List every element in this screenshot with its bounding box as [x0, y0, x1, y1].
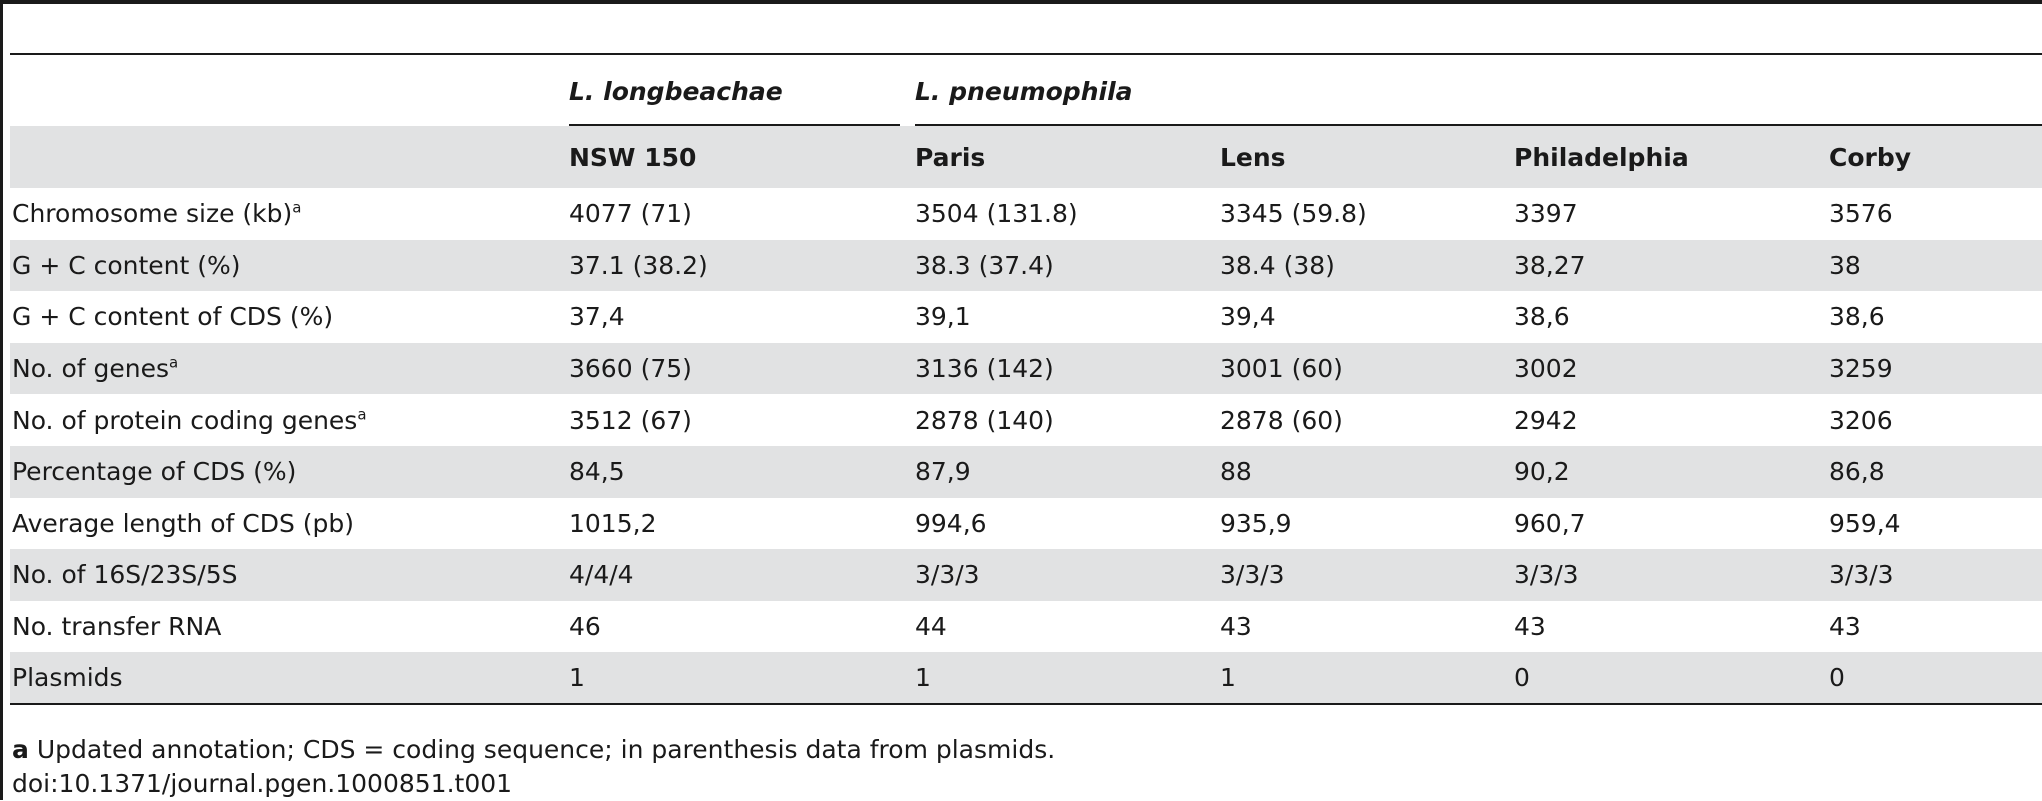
table-cell: 38 — [1829, 250, 1861, 280]
footnote-ref: a — [292, 198, 302, 217]
table-body — [10, 188, 2042, 704]
row-label-text: No. transfer RNA — [12, 612, 222, 642]
row-label — [10, 343, 558, 395]
table-cell: 2878 (140) — [915, 405, 1054, 435]
table-cell: 88 — [1220, 457, 1252, 487]
table-cell: 3/3/3 — [915, 560, 980, 590]
row-label — [10, 188, 558, 240]
species-header-longbeachae: L. longbeachae — [558, 54, 904, 126]
footnote-ref: a — [357, 405, 367, 424]
table-row — [10, 652, 2042, 704]
row-label-text: Percentage of CDS (%) — [12, 457, 297, 487]
table-cell: 4/4/4 — [569, 560, 634, 590]
strain-header: NSW 150 — [569, 142, 697, 172]
top-border — [0, 0, 2042, 4]
table-cell: 2878 (60) — [1220, 405, 1343, 435]
empty-header-cell — [10, 126, 558, 188]
table-cell: 39,1 — [915, 302, 971, 332]
table-cell: 38.4 (38) — [1220, 250, 1335, 280]
table-cell: 1015,2 — [569, 508, 657, 538]
row-label — [10, 240, 558, 292]
table-cell: 3001 (60) — [1220, 354, 1343, 384]
footnote-ref: a — [169, 353, 179, 372]
table-cell: 3504 (131.8) — [915, 199, 1078, 229]
table-cell: 1 — [915, 663, 931, 693]
row-label — [10, 601, 558, 653]
species-header-pneumophila: L. pneumophila — [904, 54, 2042, 126]
row-label-text: G + C content (%) — [12, 250, 241, 280]
table-row — [10, 343, 2042, 395]
table-cell: 3/3/3 — [1514, 560, 1579, 590]
row-label — [10, 549, 558, 601]
row-label-text: No. of 16S/23S/5S — [12, 560, 238, 590]
table-cell: 43 — [1829, 612, 1861, 642]
table-cell: 3136 (142) — [915, 354, 1054, 384]
table-cell: 38.3 (37.4) — [915, 250, 1054, 280]
table-cell: 2942 — [1514, 405, 1578, 435]
table-cell: 38,27 — [1514, 250, 1586, 280]
row-label-text: G + C content of CDS (%) — [12, 302, 334, 332]
table-cell: 46 — [569, 612, 601, 642]
footnote-text: Updated annotation; CDS = coding sequence; in parenthesis data from plasmids. — [28, 735, 1056, 764]
table-row — [10, 549, 2042, 601]
table-footnote — [12, 733, 1055, 801]
row-label — [10, 498, 558, 550]
strain-header: Corby — [1829, 142, 1912, 172]
table-cell: 43 — [1220, 612, 1252, 642]
table-cell: 3576 — [1829, 199, 1893, 229]
table-cell: 3512 (67) — [569, 405, 692, 435]
strain-header: Philadelphia — [1514, 142, 1689, 172]
table-cell: 3397 — [1514, 199, 1578, 229]
row-label-text: No. of protein coding genes — [12, 405, 358, 435]
row-label-text: Plasmids — [12, 663, 123, 693]
row-label — [10, 652, 558, 704]
table-cell: 0 — [1829, 663, 1845, 693]
row-label-text: Chromosome size (kb) — [12, 199, 293, 229]
table-cell: 3345 (59.8) — [1220, 199, 1367, 229]
table-cell: 3660 (75) — [569, 354, 692, 384]
row-label — [10, 291, 558, 343]
table-cell: 44 — [915, 612, 947, 642]
strain-header: Lens — [1220, 142, 1286, 172]
table-row — [10, 498, 2042, 550]
species-underline — [915, 124, 2042, 126]
table-cell: 86,8 — [1829, 457, 1885, 487]
table-cell: 90,2 — [1514, 457, 1570, 487]
table-cell: 1 — [569, 663, 585, 693]
table-cell: 4077 (71) — [569, 199, 692, 229]
footnote-marker: a — [12, 735, 29, 764]
doi-text: doi:10.1371/journal.pgen.1000851.t001 — [12, 769, 513, 798]
table-row — [10, 394, 2042, 446]
table-cell: 3259 — [1829, 354, 1893, 384]
row-label — [10, 394, 558, 446]
empty-header-cell — [10, 54, 558, 126]
table-cell: 39,4 — [1220, 302, 1276, 332]
species-underline — [569, 124, 900, 126]
table-cell: 3206 — [1829, 405, 1893, 435]
table-cell: 87,9 — [915, 457, 971, 487]
left-border — [0, 0, 3, 800]
table-cell: 960,7 — [1514, 508, 1586, 538]
table-cell: 37,4 — [569, 302, 625, 332]
row-label-text: No. of genes — [12, 354, 169, 384]
table-cell: 935,9 — [1220, 508, 1292, 538]
table-cell: 37.1 (38.2) — [569, 250, 708, 280]
table-cell: 38,6 — [1514, 302, 1570, 332]
table-cell: 959,4 — [1829, 508, 1901, 538]
table-cell: 84,5 — [569, 457, 625, 487]
table-cell: 3002 — [1514, 354, 1578, 384]
row-label-text: Average length of CDS (pb) — [12, 508, 355, 538]
table-row — [10, 601, 2042, 653]
table-row — [10, 446, 2042, 498]
strain-header-row — [10, 126, 2042, 188]
table-row — [10, 188, 2042, 240]
table-cell: 3/3/3 — [1220, 560, 1285, 590]
row-label — [10, 446, 558, 498]
strain-header: Paris — [915, 142, 986, 172]
species-header-row — [10, 54, 2042, 126]
table-cell: 994,6 — [915, 508, 987, 538]
genome-comparison-table — [10, 53, 2042, 705]
table-row — [10, 291, 2042, 343]
table-cell: 43 — [1514, 612, 1546, 642]
table-cell: 1 — [1220, 663, 1236, 693]
table-cell: 3/3/3 — [1829, 560, 1894, 590]
table-row — [10, 240, 2042, 292]
table-cell: 38,6 — [1829, 302, 1885, 332]
table-cell: 0 — [1514, 663, 1530, 693]
